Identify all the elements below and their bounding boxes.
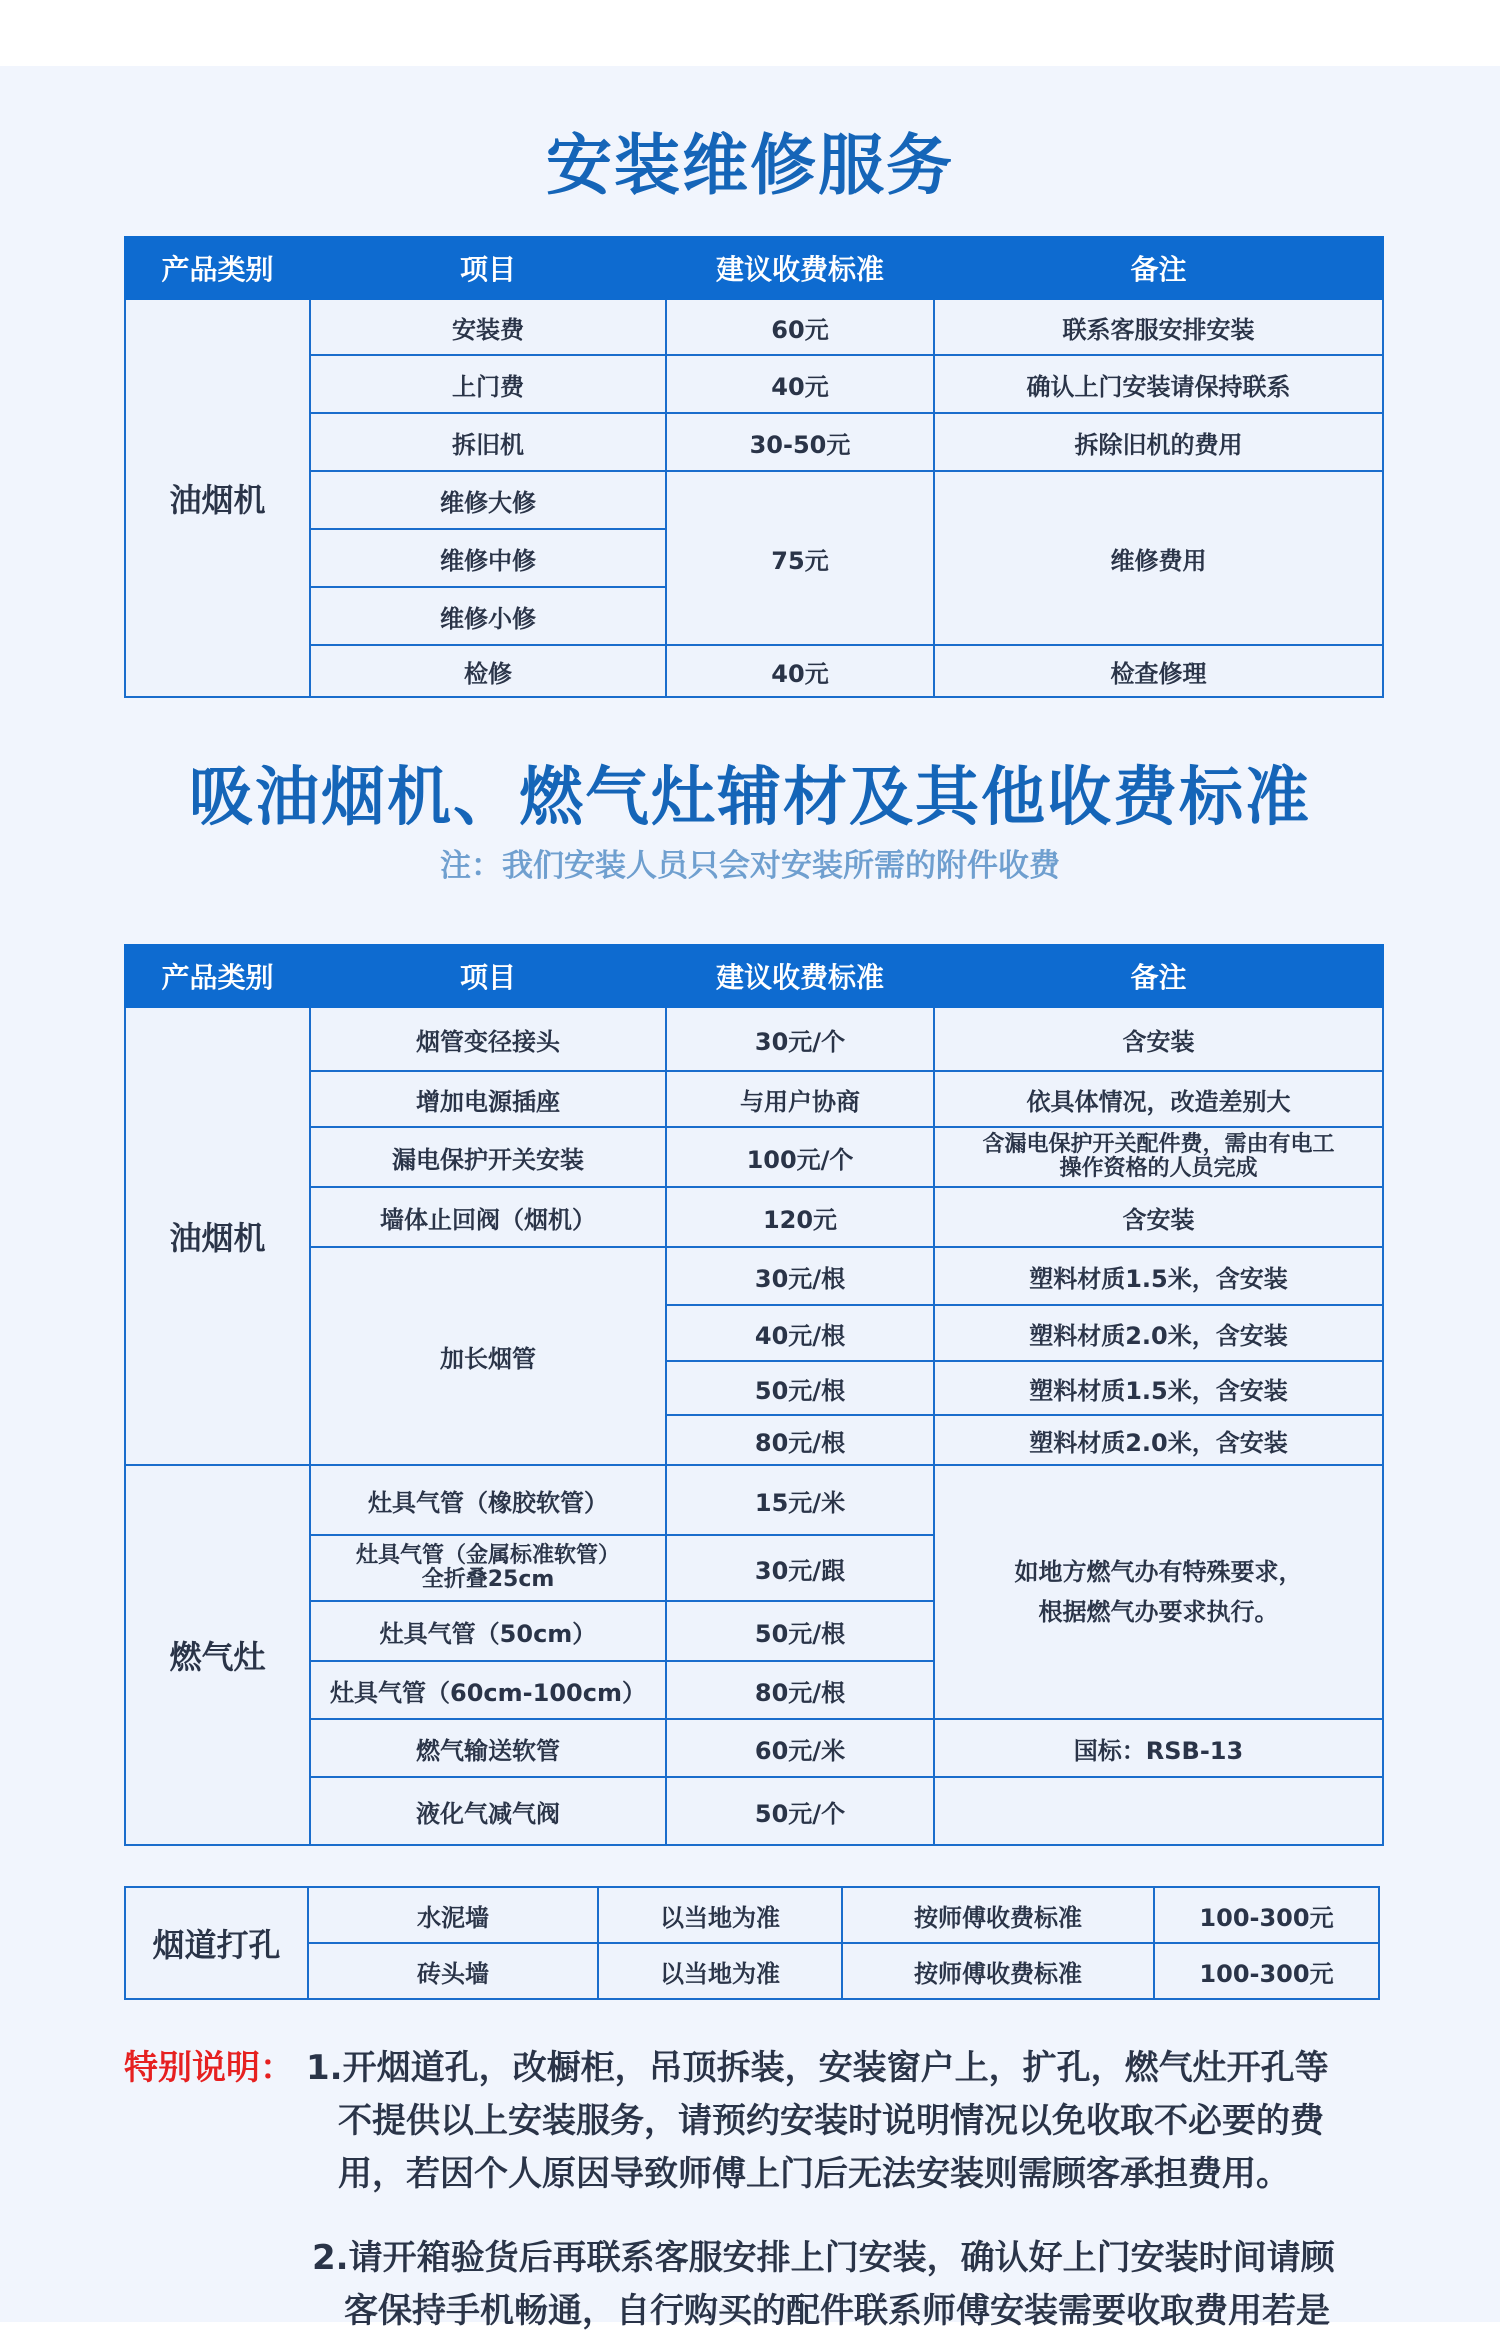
price-cell: 与用户协商 (666, 1071, 934, 1127)
table-row (125, 1127, 1383, 1187)
accessory-fee-table (124, 944, 1384, 1846)
remark-cell: 依具体情况，改造差别大 (934, 1071, 1383, 1127)
note-line: 不提供以上安装服务，请预约安装时说明情况以免收取不必要的费 (338, 2101, 1324, 2141)
price-cell: 60元/米 (666, 1719, 934, 1777)
table-header-row (125, 237, 1383, 299)
price-cell: 40元/根 (666, 1305, 934, 1361)
item-cell: 灶具气管（50cm） (310, 1601, 666, 1661)
standard-cell: 按师傅收费标准 (842, 1887, 1154, 1943)
wall-cell: 水泥墙 (308, 1887, 598, 1943)
remark-line: 含漏电保护开关配件费，需由有电工 (982, 1132, 1335, 1157)
category-cell: 烟道打孔 (125, 1887, 308, 1999)
item-cell: 液化气减气阀 (310, 1777, 666, 1845)
note-text (312, 2232, 1402, 2338)
item-cell: 燃气输送软管 (310, 1719, 666, 1777)
remark-cell: 塑料材质1.5米，含安装 (934, 1247, 1383, 1305)
remark-cell: 塑料材质2.0米，含安装 (934, 1305, 1383, 1361)
item-cell (310, 1535, 666, 1601)
item-cell: 拆旧机 (310, 413, 666, 471)
table-header-row (125, 945, 1383, 1007)
remark-line: 如地方燃气办有特殊要求， (1014, 1558, 1303, 1586)
header-price: 建议收费标准 (666, 237, 934, 299)
note-line: 1.开烟道孔，改橱柜，吊顶拆装，安装窗户上，扩孔，燃气灶开孔等 (306, 2048, 1329, 2088)
table-row (125, 1007, 1383, 1071)
category-cell: 油烟机 (125, 1007, 310, 1465)
section-title-install: 安装维修服务 (546, 127, 954, 204)
item-cell: 维修小修 (310, 587, 666, 645)
item-cell: 加长烟管 (310, 1247, 666, 1465)
table-row (125, 299, 1383, 355)
price-cell: 40元 (666, 355, 934, 413)
table-row (125, 1943, 1379, 1999)
remark-cell: 塑料材质1.5米，含安装 (934, 1361, 1383, 1415)
remark-cell: 含安装 (934, 1007, 1383, 1071)
install-fee-table (124, 236, 1384, 698)
price-cell: 100-300元 (1154, 1943, 1379, 1999)
table-row (125, 1719, 1383, 1777)
section-subnote: 注：我们安装人员只会对安装所需的附件收费 (440, 848, 1060, 884)
item-cell: 增加电源插座 (310, 1071, 666, 1127)
note-line: 用，若因个人原因导致师傅上门后无法安装则需顾客承担费用。 (338, 2154, 1290, 2194)
item-cell: 维修中修 (310, 529, 666, 587)
item-cell: 安装费 (310, 299, 666, 355)
remark-line: 操作资格的人员完成 (1059, 1156, 1258, 1181)
item-cell: 灶具气管（60cm-100cm） (310, 1661, 666, 1719)
table-row (125, 1247, 1383, 1305)
table-row (125, 1777, 1383, 1845)
table-row (125, 1887, 1379, 1943)
item-cell: 漏电保护开关安装 (310, 1127, 666, 1187)
remark-cell: 塑料材质2.0米，含安装 (934, 1415, 1383, 1465)
basis-cell: 以当地为准 (598, 1943, 842, 1999)
remark-cell: 国标：RSB-13 (934, 1719, 1383, 1777)
item-cell: 灶具气管（橡胶软管） (310, 1465, 666, 1535)
note-label: 特别说明： (124, 2048, 294, 2088)
wall-cell: 砖头墙 (308, 1943, 598, 1999)
price-cell: 30元/个 (666, 1007, 934, 1071)
section-title-accessories: 吸油烟机、燃气灶辅材及其他收费标准 (189, 761, 1311, 835)
item-cell: 维修大修 (310, 471, 666, 529)
table-row (125, 413, 1383, 471)
table-row (125, 1465, 1383, 1535)
price-cell: 75元 (666, 471, 934, 645)
remark-cell: 维修费用 (934, 471, 1383, 645)
price-cell: 100元/个 (666, 1127, 934, 1187)
item-cell: 墙体止回阀（烟机） (310, 1187, 666, 1247)
top-band (0, 0, 1500, 66)
price-cell: 120元 (666, 1187, 934, 1247)
item-cell: 烟管变径接头 (310, 1007, 666, 1071)
standard-cell: 按师傅收费标准 (842, 1943, 1154, 1999)
remark-cell (934, 1127, 1383, 1187)
header-category: 产品类别 (125, 945, 310, 1007)
price-cell: 50元/个 (666, 1777, 934, 1845)
table-row (125, 355, 1383, 413)
category-cell: 油烟机 (125, 299, 310, 697)
basis-cell: 以当地为准 (598, 1887, 842, 1943)
note-line: 2.请开箱验货后再联系客服安排上门安装，确认好上门安装时间请顾 (312, 2238, 1335, 2278)
price-cell: 50元/根 (666, 1361, 934, 1415)
header-category: 产品类别 (125, 237, 310, 299)
remark-cell: 检查修理 (934, 645, 1383, 697)
header-item: 项目 (310, 237, 666, 299)
price-cell: 80元/根 (666, 1415, 934, 1465)
remark-cell: 含安装 (934, 1187, 1383, 1247)
price-cell: 30元/根 (666, 1247, 934, 1305)
price-cell: 80元/根 (666, 1661, 934, 1719)
header-price: 建议收费标准 (666, 945, 934, 1007)
header-remark: 备注 (934, 945, 1383, 1007)
price-cell: 15元/米 (666, 1465, 934, 1535)
price-cell: 50元/根 (666, 1601, 934, 1661)
table-row (125, 645, 1383, 697)
remark-cell: 联系客服安排安装 (934, 299, 1383, 355)
table-row (125, 1187, 1383, 1247)
remark-cell: 拆除旧机的费用 (934, 413, 1383, 471)
price-cell: 30元/跟 (666, 1535, 934, 1601)
item-line: 灶具气管（金属标准软管） (355, 1543, 620, 1568)
price-cell: 40元 (666, 645, 934, 697)
header-item: 项目 (310, 945, 666, 1007)
flue-drilling-table (124, 1886, 1380, 2000)
note-text (306, 2042, 1396, 2201)
item-cell: 检修 (310, 645, 666, 697)
remark-line: 根据燃气办要求执行。 (1038, 1598, 1279, 1626)
table-row (125, 1071, 1383, 1127)
remark-cell (934, 1465, 1383, 1719)
item-cell: 上门费 (310, 355, 666, 413)
remark-cell (934, 1777, 1383, 1845)
header-remark: 备注 (934, 237, 1383, 299)
price-cell: 30-50元 (666, 413, 934, 471)
item-line: 全折叠25cm (421, 1567, 555, 1592)
remark-cell: 确认上门安装请保持联系 (934, 355, 1383, 413)
price-cell: 60元 (666, 299, 934, 355)
category-cell: 燃气灶 (125, 1465, 310, 1845)
note-line: 客保持手机畅通，自行购买的配件联系师傅安装需要收取费用若是 (344, 2291, 1330, 2331)
price-cell: 100-300元 (1154, 1887, 1379, 1943)
table-row (125, 471, 1383, 529)
